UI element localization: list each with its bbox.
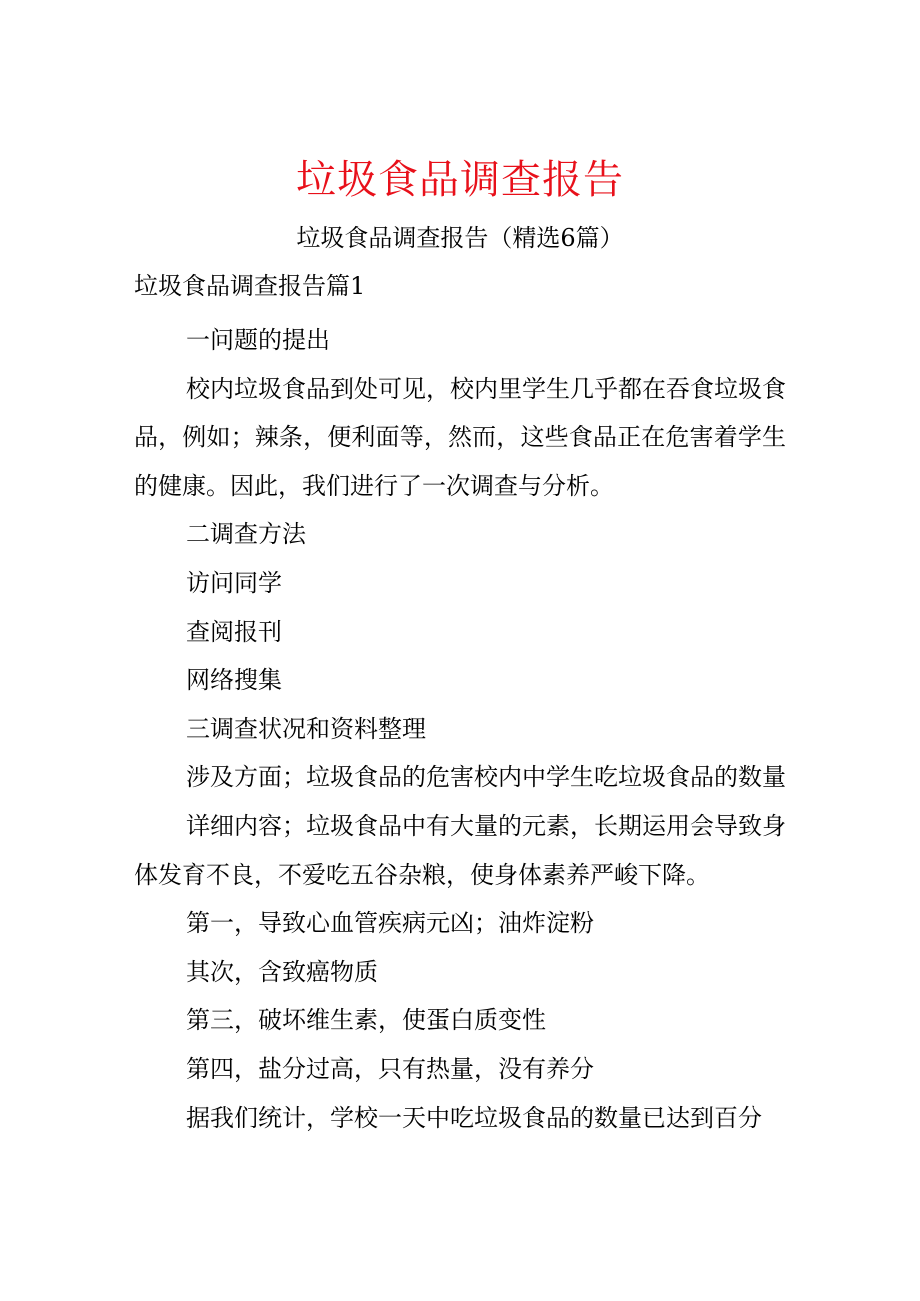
paragraph-1: 一问题的提出 (186, 326, 330, 354)
paragraph-3: 二调查方法 (186, 520, 306, 549)
document-title: 垃圾食品调查报告 (296, 157, 624, 203)
document-body (134, 316, 786, 1142)
paragraph-6: 网络搜集 (186, 666, 282, 695)
paragraph-11: 其次，含致癌物质 (186, 957, 378, 986)
paragraph-12: 第三，破坏维生素，使蛋白质变性 (186, 1006, 546, 1035)
paragraph-4: 访问同学 (186, 568, 282, 597)
paragraph-13: 第四，盐分过高，只有热量，没有养分 (186, 1054, 594, 1083)
paragraph-9: 详细内容；垃圾食品中有大量的元素，长期运用会导致身体发育不良，不爱吃五谷杂粮，使身体素养严峻下降。 (134, 811, 786, 889)
paragraph-2: 校内垃圾食品到处可见，校内里学生几乎都在吞食垃圾食品，例如；辣条，便利面等，然而，这些食品正在危害着学生的健康。因此，我们进行了一次调查与分析。 (134, 374, 786, 500)
paragraph-14: 据我们统计，学校一天中吃垃圾食品的数量已达到百分 (186, 1103, 762, 1132)
paragraph-10: 第一，导致心血管疾病元凶；油炸淀粉 (186, 909, 594, 938)
paragraph-8: 涉及方面；垃圾食品的危害校内中学生吃垃圾食品的数量 (186, 763, 786, 792)
paragraph-7: 三调查状况和资料整理 (186, 714, 426, 743)
section-heading: 垃圾食品调查报告篇1 (134, 272, 366, 300)
paragraph-5: 查阅报刊 (186, 617, 282, 646)
document-subtitle: 垃圾食品调查报告（精选6篇） (296, 224, 624, 252)
